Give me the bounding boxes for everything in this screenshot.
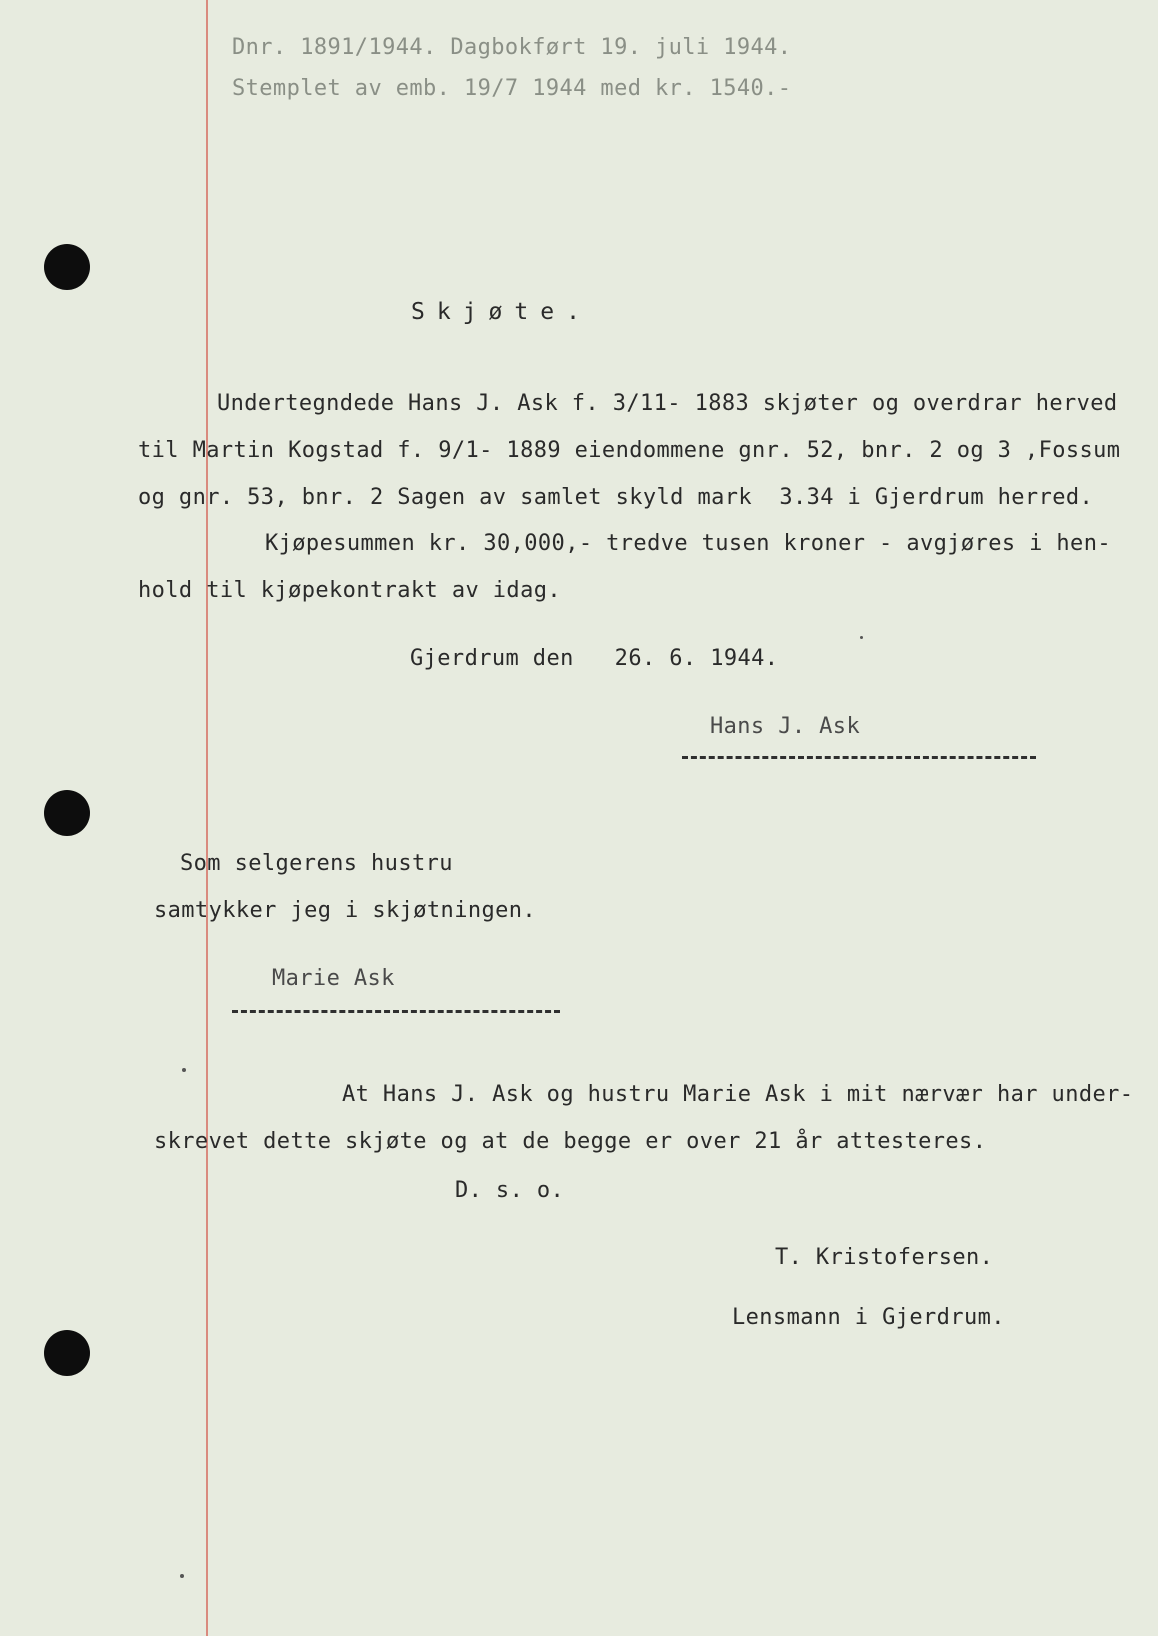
punch-hole-top [44, 244, 90, 290]
body-line: og gnr. 53, bnr. 2 Sagen av samlet skyld mark 3.34 i Gjerdrum herred. [138, 485, 1094, 510]
officer-title: Lensmann i Gjerdrum. [732, 1305, 1005, 1330]
wife-signature: Marie Ask [272, 966, 395, 991]
body-line: hold til kjøpekontrakt av idag. [138, 578, 561, 603]
seller-signature-rule [682, 756, 1036, 759]
punch-hole-bottom [44, 1330, 90, 1376]
body-line: til Martin Kogstad f. 9/1- 1889 eiendommene gnr. 52, bnr. 2 og 3 ,Fossum [138, 438, 1121, 463]
speck-mark [182, 1068, 186, 1072]
body-line: Undertegndede Hans J. Ask f. 3/11- 1883 skjøter og overdrar herved [217, 391, 1118, 416]
seller-signature: Hans J. Ask [710, 714, 861, 739]
margin-line [206, 0, 208, 1636]
stamp-line-2: Stemplet av emb. 19/7 1944 med kr. 1540.- [232, 76, 792, 101]
punch-hole-middle [44, 790, 90, 836]
consent-line-2: samtykker jeg i skjøtningen. [154, 898, 537, 923]
speck-mark [860, 636, 863, 639]
consent-line-1: Som selgerens hustru [180, 851, 453, 876]
body-line: Kjøpesummen kr. 30,000,- tredve tusen kroner - avgjøres i hen- [265, 531, 1111, 556]
date-line: Gjerdrum den 26. 6. 1944. [410, 646, 779, 671]
document-title: Skjøte. [411, 299, 592, 325]
attestation-line-2: skrevet dette skjøte og at de begge er over 21 år attesteres. [154, 1129, 987, 1154]
wife-signature-rule [232, 1010, 560, 1013]
attestation-line-1: At Hans J. Ask og hustru Marie Ask i mit nærvær har under- [342, 1082, 1134, 1107]
officer-name: T. Kristofersen. [775, 1245, 994, 1270]
attestation-closing: D. s. o. [455, 1178, 565, 1203]
stamp-line-1: Dnr. 1891/1944. Dagbokført 19. juli 1944. [232, 35, 792, 60]
speck-mark [180, 1574, 184, 1578]
